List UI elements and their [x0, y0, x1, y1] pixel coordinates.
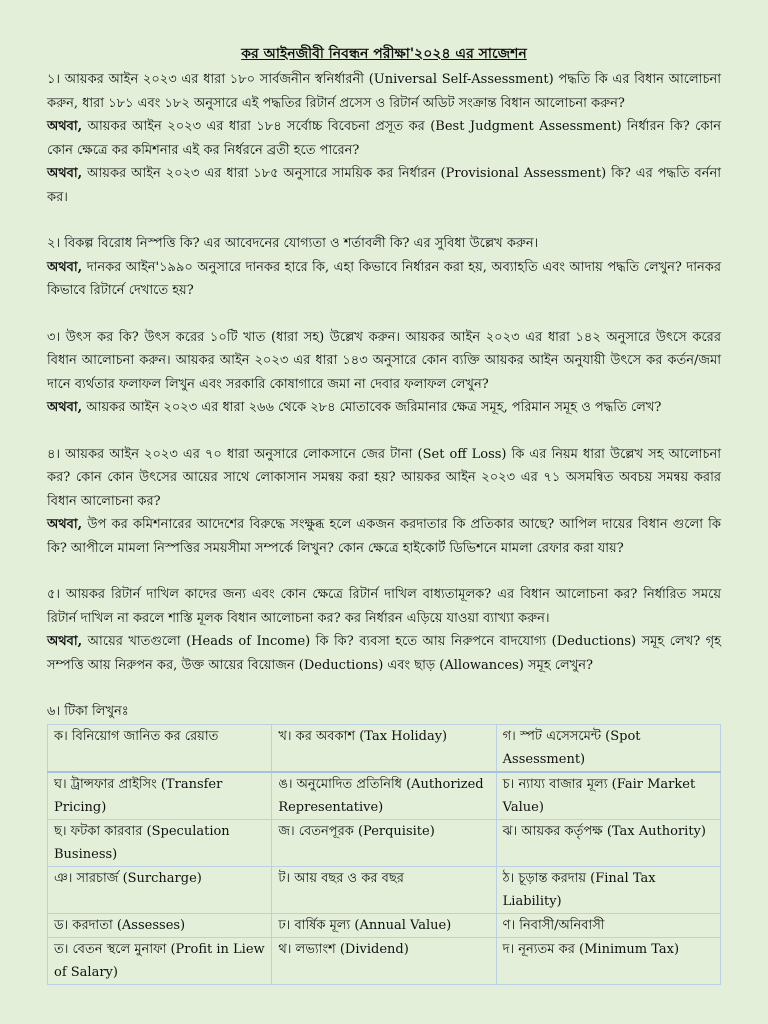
question-4-text: ৪। আয়কর আইন ২০২৩ এর ৭০ ধারা অনুসারে লোকসানে জের টানা (Set off Loss) কি এর নিয়ম ধারা উল্লেখ সহ আলোচনা কর? কোন কোন উৎসের আয়ের সাথে লোকাসান সমন্বয় করা হয়? আয়কর আইন ২০২৩ এর ৭১ অসমন্বিত অবচয় সমন্বয় করার বিধান আলোচনা কর?	[47, 446, 721, 509]
question-5-alt-1	[47, 630, 721, 677]
question-3	[47, 326, 721, 420]
table-cell: ঝ। আয়কর কর্তৃপক্ষ (Tax Authority)	[496, 820, 720, 867]
notes-heading: ৬। টিকা লিখুনঃ	[47, 704, 129, 719]
question-2-text: ২। বিকল্প বিরোধ নিস্পত্তি কি? এর আবেদনের যোগ্যতা ও শর্তাবলী কি? এর সুবিধা উল্লেখ করুন।	[47, 236, 539, 251]
notes-table	[47, 724, 721, 985]
table-cell: ঞ। সারচার্জ (Surcharge)	[48, 867, 272, 914]
table-cell: খ। কর অবকাশ (Tax Holiday)	[272, 725, 496, 773]
question-1-alt-2-text: আয়কর আইন ২০২৩ এর ধারা ১৮৫ অনুসারে সাময়িক কর নির্ধারন (Provisional Assessment) কি? এর পদ্ধতি বর্ননা কর।	[47, 166, 721, 205]
or-label: অথবা,	[47, 634, 83, 649]
table-cell: ঙ। অনুমোদিত প্রতিনিধি (Authorized Representative)	[272, 772, 496, 820]
question-4	[47, 443, 721, 561]
table-cell: দ। নূন্যতম কর (Minimum Tax)	[496, 938, 720, 985]
table-cell: ছ। ফটকা কারবার (Speculation Business)	[48, 820, 272, 867]
question-3-text: ৩। উৎস কর কি? উৎস করের ১০টি খাত (ধারা সহ) উল্লেখ করুন। আয়কর আইন ২০২৩ এর ধারা ১৪২ অনুসারে উৎসে করের বিধান আলোচনা করুন। আয়কর আইন ২০২৩ এর ধারা ১৪৩ অনুসারে কোন ব্যক্তি আয়কর আইন অনুযায়ী উৎসে কর কর্তন/জমা দানে ব্যর্থতার ফলাফল লিখুন এবং সরকারি কোষাগারে জমা না দেবার ফলাফল লেখুন?	[47, 329, 721, 392]
table-cell: ক। বিনিয়োগ জানিত কর রেয়াত	[48, 725, 272, 773]
question-3-alt-1-text: আয়কর আইন ২০২৩ এর ধারা ২৬৬ থেকে ২৮৪ মোতাবেক জরিমানার ক্ষেত্র সমূহ, পরিমান সমূহ ও পদ্ধতি লেখ?	[82, 400, 662, 415]
table-cell: ট। আয় বছর ও কর বছর	[272, 867, 496, 914]
table-cell: ঢ। বার্ষিক মূল্য (Annual Value)	[272, 914, 496, 938]
question-2-alt-1	[47, 256, 721, 303]
table-cell: ণ। নিবাসী/অনিবাসী	[496, 914, 720, 938]
table-cell: ত। বেতন স্থলে মুনাফা (Profit in Liew of Salary)	[48, 938, 272, 985]
or-label: অথবা,	[47, 166, 83, 181]
table-cell: গ। স্পট এসেসমেন্ট (Spot Assessment)	[496, 725, 720, 773]
table-row	[48, 867, 721, 914]
spacer	[47, 677, 721, 700]
spacer	[47, 209, 721, 232]
table-cell: ঠ। চূড়ান্ত করদায় (Final Tax Liability)	[496, 867, 720, 914]
table-cell: জ। বেতনপূরক (Perquisite)	[272, 820, 496, 867]
question-4-alt-1	[47, 513, 721, 560]
question-1-text: ১। আয়কর আইন ২০২৩ এর ধারা ১৮০ সার্বজনীন স্বনির্ধারনী (Universal Self-Assessment) পদ্ধতি কি এর বিধান আলোচনা করুন, ধারা ১৮১ এবং ১৮২ অনুসারে এই পদ্ধতির রিটার্ন প্রসেস ও রিটার্ন অডিট সংক্রান্ত বিধান আলোচনা করুন?	[47, 72, 721, 111]
table-row	[48, 820, 721, 867]
or-label: অথবা,	[47, 400, 83, 415]
question-5	[47, 583, 721, 677]
question-2-alt-1-text: দানকর আইন'১৯৯০ অনুসারে দানকর হারে কি, এহা কিভাবে নির্ধারন করা হয়, অব্যাহতি এবং আদায় পদ্ধতি লেখুন? দানকর কিভাবে রিটার্নে দেখাতে হয়?	[47, 259, 721, 298]
or-label: অথবা,	[47, 517, 83, 532]
question-1	[47, 68, 721, 209]
question-3-alt-1	[47, 396, 721, 420]
question-5-text: ৫। আয়কর রিটার্ন দাখিল কাদের জন্য এবং কোন ক্ষেত্রে রিটার্ন দাখিল বাধ্যতামূলক? এর বিধান আলোচনা কর? নির্ধারিত সময়ে রিটার্ন দাখিল না করলে শাস্তি মূলক বিধান আলোচনা কর? কর নির্ধারন এড়িয়ে যাওয়া ব্যাখ্যা করুন।	[47, 587, 721, 626]
table-cell: চ। ন্যায্য বাজার মূল্য (Fair Market Value)	[496, 772, 720, 820]
or-label: অথবা,	[47, 259, 83, 275]
question-4-alt-1-text: উপ কর কমিশনারের আদেশের বিরুদ্ধে সংক্ষুব্ধ হলে একজন করদাতার কি প্রতিকার আছে? আপিল দায়ের বিধান গুলো কি কি? আপীলে মামলা নিস্পত্তির সময়সীমা সম্পর্কে লিখুন? কোন ক্ষেত্রে হাইকোর্ট ডিভিশনে মামলা রেফার করা যায়?	[47, 517, 721, 556]
question-2	[47, 232, 721, 303]
or-label: অথবা,	[47, 119, 83, 134]
question-1-alt-2	[47, 162, 721, 209]
table-cell: থ। লভ্যাংশ (Dividend)	[272, 938, 496, 985]
question-1-alt-1	[47, 115, 721, 162]
table-cell: ঘ। ট্রান্সফার প্রাইসিং (Transfer Pricing)	[48, 772, 272, 820]
spacer	[47, 303, 721, 326]
document-title: কর আইনজীবী নিবন্ধন পরীক্ষা'২০২৪ এর সাজেশন	[241, 46, 527, 62]
question-5-alt-1-text: আয়ের খাতগুলো (Heads of Income) কি কি? ব্যবসা হতে আয় নিরুপনে বাদযোগ্য (Deductions) সমূহ লেখ? গৃহ সম্পত্তি আয় নিরুপন কর, উক্ত আয়ের বিয়োজন (Deductions) এবং ছাড় (Allowances) সমূহ লেখুন?	[47, 634, 721, 673]
table-row	[48, 772, 721, 820]
spacer	[47, 560, 721, 583]
question-1-alt-1-text: আয়কর আইন ২০২৩ এর ধারা ১৮৪ সর্বোচ্চ বিবেচনা প্রসূত কর (Best Judgment Assessment) নির্ধারন কি? কোন কোন ক্ষেত্রে কর কমিশনার এই কর নির্ধরনে ব্রতী হতে পারেন?	[47, 119, 721, 158]
table-cell: ড। করদাতা (Assesses)	[48, 914, 272, 938]
table-row	[48, 938, 721, 985]
spacer	[47, 420, 721, 443]
table-row	[48, 725, 721, 773]
table-row	[48, 914, 721, 938]
